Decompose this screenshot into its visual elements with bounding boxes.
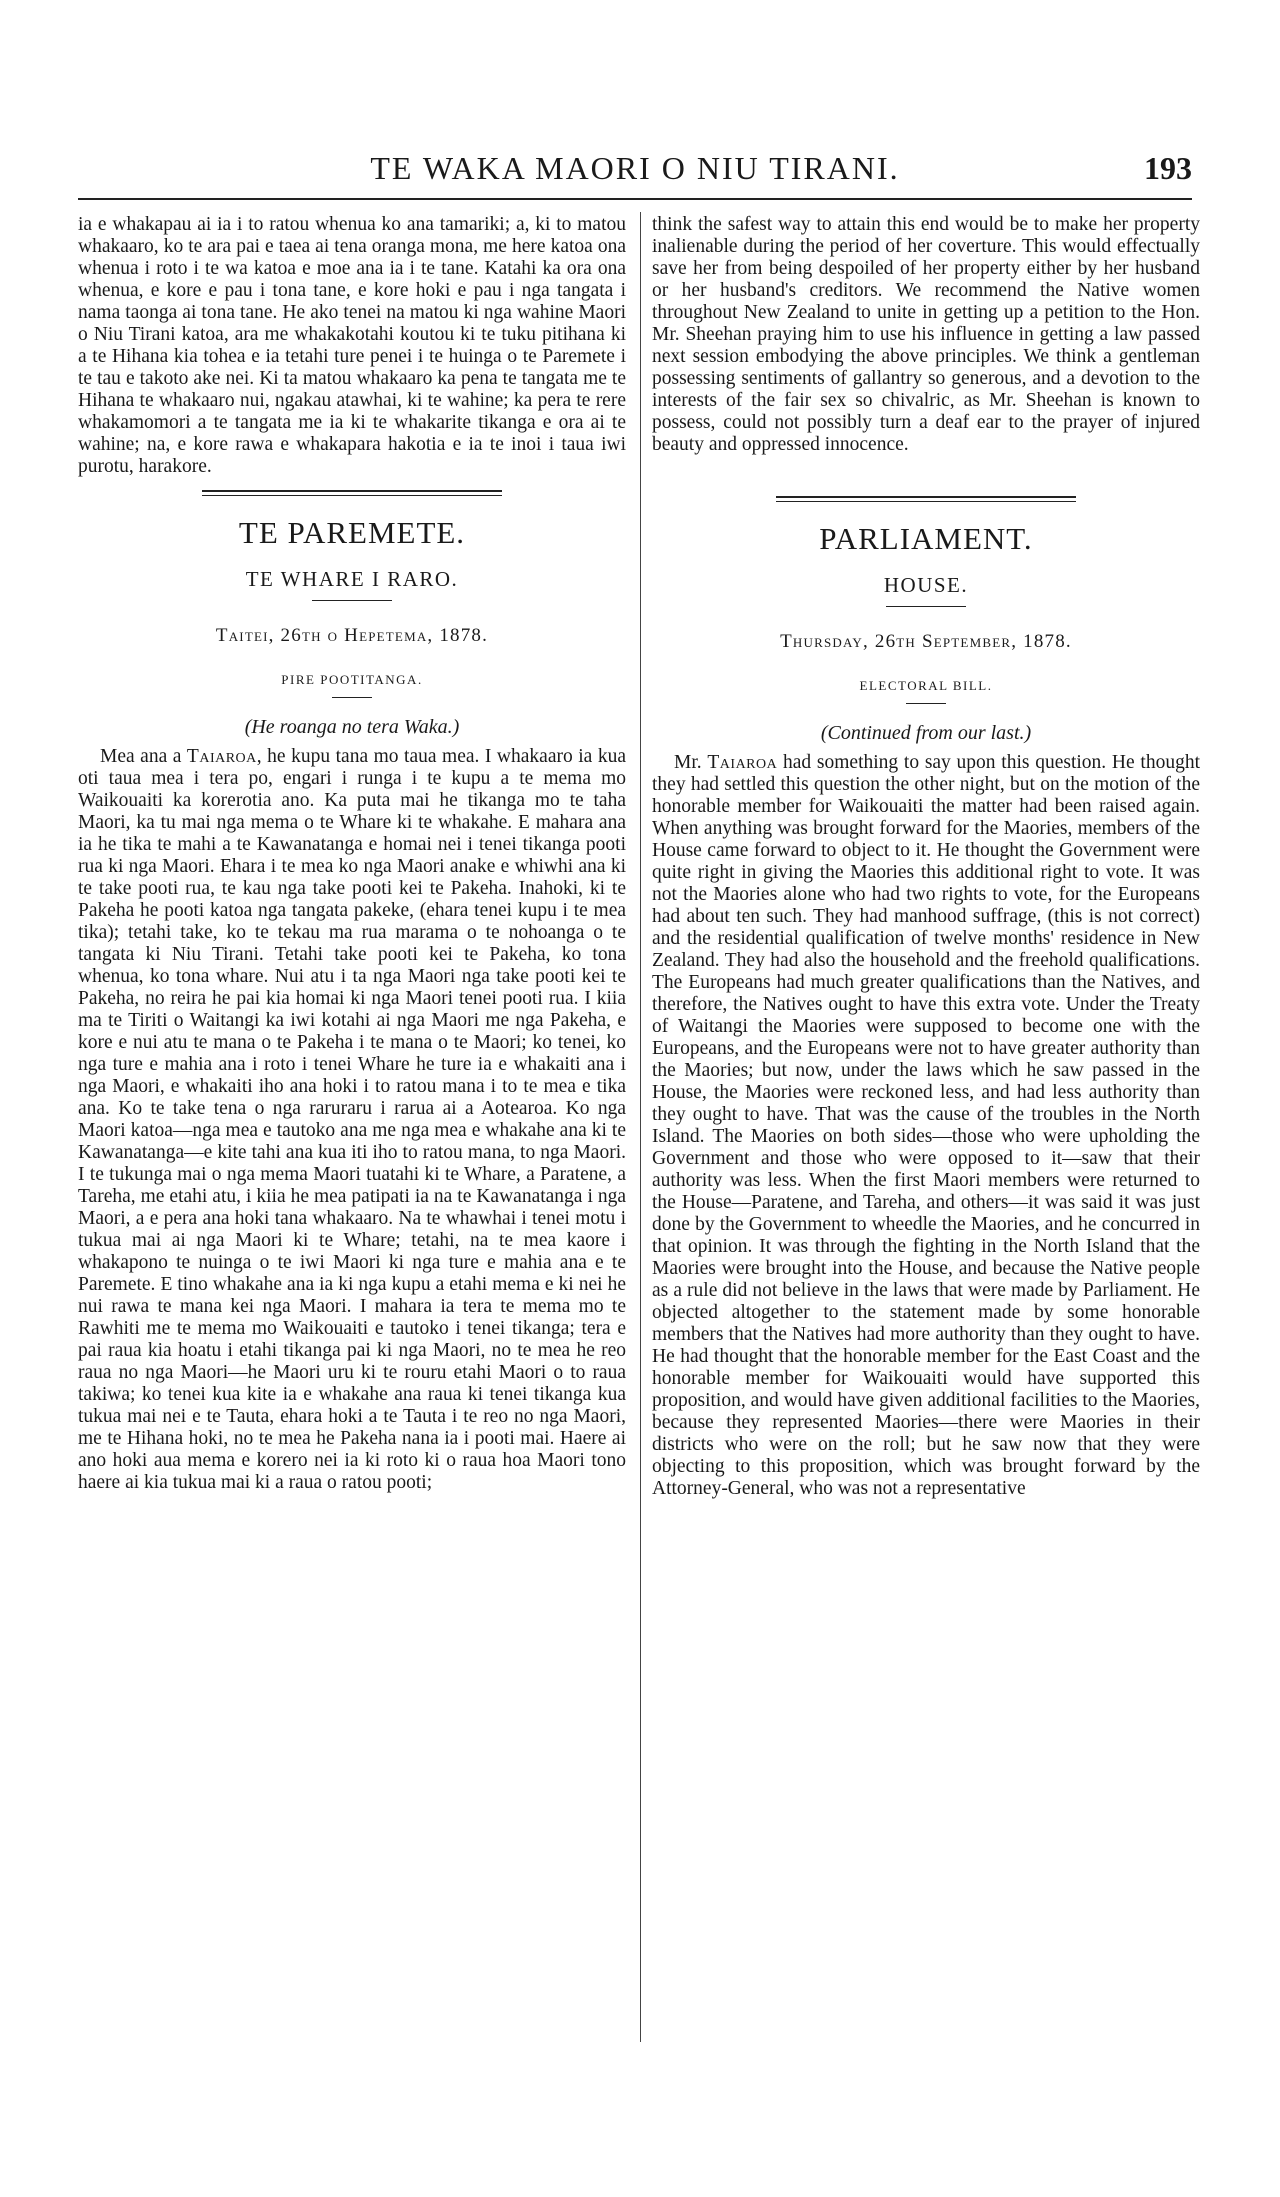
column-divider <box>640 212 641 2042</box>
right-topic-rule <box>906 703 946 704</box>
masthead-rule <box>78 198 1192 200</box>
right-body-lead: Mr. <box>674 752 708 773</box>
right-body-paragraph <box>652 752 1200 1500</box>
left-body-rest: , he kupu tana mo taua mea. I whakaaro ia kua oti taua mea i tera po, engari i runga i te kupu a te mema mo Waikouaiti ka korerotia ano. Ka puta mai he tikanga mo te taha Maori, ka tu mai nga mema o te Whare ki te whakahe. E mahara ana ia he tika te mahi a te Kawanatanga e homai nei i tenei tikanga pooti rua ki nga Maori. Ehara i te mea ko nga Maori anake e whiwhi ana ki te take pooti rua, te kau nga take pooti kei te Pakeha. Inahoki, ki te Pakeha he pooti katoa nga tangata pakeke, (ehara tenei kupu i te mea tika); tetahi take, ko te tekau ma rua marama o te nohoanga o te tangata ki Niu Tirani. Tetahi take pooti kei te Pakeha, ko tona whenua, ko tona whare. Nui atu i ta nga Maori nga take pooti kei te Pakeha, no reira he pai kia homai ki nga Maori tenei pooti rua. I kiia ma te Tiriti o Waitangi ka iwi kotahi ai nga Maori me nga Pakeha, e kore e nui atu te mana o te Pakeha i te mana o te Maori; ko tenei, ko nga ture e mahia ana i roto i tenei Whare he ture ia e whakaiti ana i nga Maori, e whakaiti iho ana hoki i to ratou mana i to te mea e tika ana. Ko te take tena o nga raruraru i rarua ai a Aotearoa. Ko nga Maori katoa—nga mea e tautoko ana me nga mea e whakahe ana ki te Kawanatanga—e kite tahi ana kua iti iho to ratou mana, to nga Maori. I te tukunga mai o nga mema Maori tuatahi ki te Whare, a Paratene, a Tareha, me etahi atu, i kiia he mea patipati ia na te Kawanatanga i nga Maori, a e pera ana hoki tana whakaaro. Na te whawhai i tenei motu i tukua mai ai nga Maori ki te Whare; tetahi, na te mea kaore i whakapono te nuinga o te iwi Maori ki nga ture e mahia ana e te Paremete. E tino whakahe ana ia ki nga kupu a etahi mema e ki nei he nui rawa te mana kei nga Maori. I mahara ia tera te mema mo te Rawhiti me te mema mo Waikouaiti e tautoko i tenei tikanga; tera e pai raua kia hoatu i etahi tikanga pai ki nga Maori, no te mea he reo raua no nga Maori—he Maori uru ki te rouru etahi Maori o to raua takiwa; ko tenei kua kite ia e whakahe ana raua ki tenei tikanga kua tukua mai nei e te Tauta, ehara hoki a te Tauta i te reo no nga Maori, me te Hihana hoki, no te mea he Pakeha nana ia i pooti mai. Haere ai ano hoki aua mema e korero nei ia ki roto ki o raua hoa Maori tono haere ai kia tukua mai ki a raua o ratou pooti; <box>78 746 626 1493</box>
right-section-title: PARLIAMENT. <box>819 521 1033 556</box>
left-continued-note: (He roanga no tera Waka.) <box>244 716 460 738</box>
left-subsection-rule <box>312 600 392 601</box>
left-topic: PIRE POOTITANGA. <box>281 672 423 687</box>
right-subsection-rule <box>886 606 966 607</box>
left-section-title: TE PAREMETE. <box>238 515 466 550</box>
left-body-name: Taiaroa <box>186 746 257 767</box>
right-body-name: Taiaroa <box>707 752 778 773</box>
left-intro-paragraph: ia e whakapau ai ia i to ratou whenua ko ana tamariki; a, ki to matou whakaaro, ko te ara pai e taea ai tena oranga mona, me here katoa ona whenua i roto i te wa katoa e moe ana ia i te tane. Katahi ka ora ona whenua, e kore e pau i tona tane, e kore hoki e pau i nga tangata i nama taonga ai tona tane. He ako tenei na matou ki nga wahine Maori o Niu Tirani katoa, ara me whakakotahi koutou ki te tuku pitihana ki a te Hihana kia tohea e ia tetahi ture penei i te huinga o te Paremete i te tau e takoto ake nei. Ki ta matou whakaaro ka pena te tangata me te Hihana te whakaaro nui, ngakau atawhai, ki te wahine; ka pera te rere whakamomori a te tangata me ia ki te whakarite tikanga e ora ai te wahine; na, e kore rawa e whakapara hakotia e ia te inoi i taua iwi purotu, harakore. <box>78 214 626 477</box>
right-column <box>652 214 1200 1500</box>
right-topic: ELECTORAL BILL. <box>859 678 993 693</box>
right-body-rest: had something to say upon this question. He thought they had settled this question the other night, but on the motion of the honorable member for Waikouaiti the matter had been raised again. When anything was brought forward for the Maories, members of the House came forward to object to it. He thought the Government were quite right in giving the Maories this additional right to vote. It was not the Maories alone who had two rights to vote, for the Europeans had about ten such. They had manhood suffrage, (this is not correct) and the residential qualification of twelve months' residence in New Zealand. They had also the household and the freehold qualifications. The Europeans had much greater qualifications than the Natives, and therefore, the Natives ought to have this extra vote. Under the Treaty of Waitangi the Maories were supposed to become one with the Europeans, and the Europeans were not to have greater authority than the Maories; but now, under the laws which he saw passed in the House, the Maories were reckoned less, and had less authority than they ought to have. That was the cause of the troubles in the North Island. The Maories on both sides—those who were upholding the Government and those who were opposed to it—saw that their authority was less. When the first Maori members were returned to the House—Paratene, and Tareha, and others—it was said it was just done by the Government to wheedle the Maories, and he concurred in that opinion. It was through the fighting in the North Island that the Maories were brought into the House, and because the Native people as a rule did not believe in the laws that were made by Parliament. He objected altogether to the statement made by some honorable members that the Natives had more authority than they ought to have. He had thought that the honorable member for the East Coast and the honorable member for Waikouaiti would have supported this proposition, and would have given additional facilities to the Maories, because they represented Maories—there were Maories in their districts who were on the roll; but he saw now that they were objecting to this proposition, which was brought forward by the Attorney-General, who was not a representative <box>652 752 1201 1499</box>
left-topic-rule <box>332 697 372 698</box>
left-subsection-title: TE WHARE I RARO. <box>245 567 459 591</box>
newspaper-title: TE WAKA MAORI O NIU TIRANI. <box>370 150 900 186</box>
right-continued-note: (Continued from our last.) <box>820 722 1032 744</box>
page-number: 193 <box>1144 150 1192 186</box>
left-column <box>78 214 626 1494</box>
right-section-rule <box>776 496 1076 502</box>
left-body-paragraph <box>78 746 626 1494</box>
right-subsection-title: HOUSE. <box>883 573 969 597</box>
left-section-rule <box>202 490 502 496</box>
masthead <box>78 150 1192 190</box>
right-date-line: Thursday, 26th September, 1878. <box>780 631 1072 652</box>
left-date-line: Taitei, 26th o Hepetema, 1878. <box>215 625 489 646</box>
right-intro-paragraph: think the safest way to attain this end would be to make her property inalienable during the period of her coverture. This would effectually save her from being despoiled of her property either by her husband or her husband's creditors. We recommend the Native women throughout New Zealand to unite in getting up a petition to the Hon. Mr. Sheehan praying him to use his influence in getting a law passed next session embodying the above principles. We think a gentleman possessing sentiments of gallantry so generous, and a devotion to the interests of the fair sex so chivalric, as Mr. Sheehan is known to possess, could not possibly turn a deaf ear to the prayer of injured beauty and oppressed innocence. <box>652 214 1200 455</box>
left-body-lead: Mea ana a <box>100 746 187 767</box>
